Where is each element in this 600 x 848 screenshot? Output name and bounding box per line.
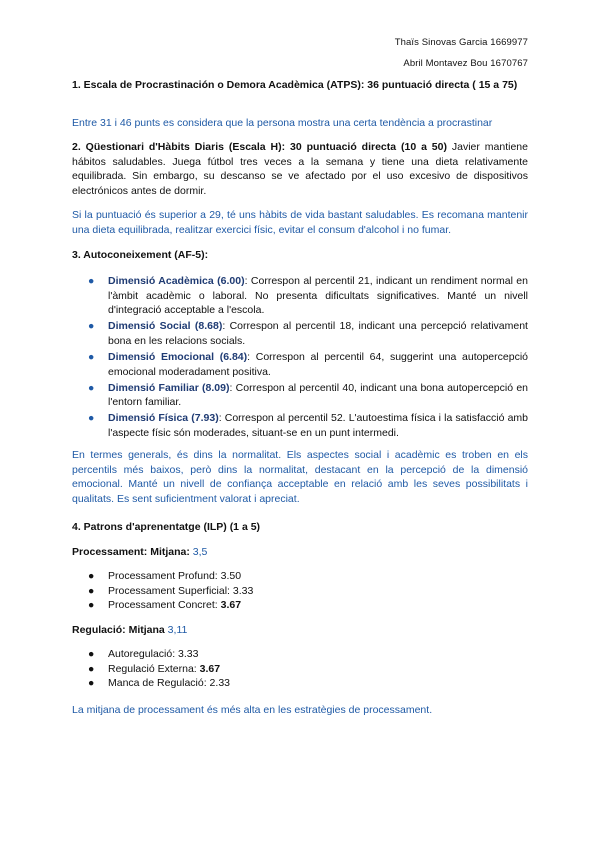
item-text: Processament Profund: 3.50 [108,570,242,582]
dimension-text: : Correspon al percentil 52. L'autoestima física i la satisfacció amb l'aspecte físic són moderades, situant-se en un punt intermedi. [108,412,528,439]
section-2-note: Si la puntuació és superior a 29, té uns hàbits de vida bastant saludables. Es recomana mantenir una dieta equilibrada, realitzar exercici físic, evitar el consum d'alcohol i no fumar. [72,209,528,236]
item-text: Manca de Regulació: 2.33 [108,677,230,690]
item-bold-value: 3.67 [220,599,242,612]
item-bold-value: 3.67 [199,662,221,675]
dimension-label: Dimensió Familiar (8.09) [108,381,230,394]
list-item [72,647,528,662]
item-text: Autoregulació: 3.33 [108,648,199,660]
dimension-label: Dimensió Social (8.68) [108,320,223,333]
bullet-icon: ● [88,412,95,425]
item-text: Regulació Externa: [108,662,200,675]
list-item [72,411,528,440]
regulation-value: 3,11 [164,624,188,636]
author-line-2: Abril Montavez Bou 1670767 [403,58,528,69]
bullet-icon: ● [88,648,95,660]
section-3-note: En termes generals, és dins la normalitat. Els aspectes social i acadèmic es troben en els percentils més baixos, però dins la normalitat, destacant en la percepció de la dimensió emocional. Manté un nivell de confiança acceptable en relació amb les seves possibilitats i qualitats. Es sent suficientment valorat i apreciat. [72,449,528,505]
section-1-heading: 1. Escala de Procrastinación o Demora Acadèmica (ATPS): 36 puntuació directa ( 15 a 75) [72,79,518,91]
bullet-icon: ● [88,584,95,597]
section-1-note: Entre 31 i 46 punts es considera que la persona mostra una certa tendència a procrastinar [72,117,493,129]
list-item [72,584,528,599]
section-2-text: Javier mantiene hábitos saludables. Juega fútbol tres veces a la semana y tiene una dieta relativamente equilibrada. Sin embargo, su descanso se ve afectado por el uso excesivo de dispositivos electrónicos antes de dormir. [72,141,528,197]
dimension-text: : Correspon al percentil 64, suggerint una autopercepció emocional moderadament positiva. [108,350,528,378]
bullet-icon: ● [88,350,95,363]
bullet-icon: ● [88,320,95,333]
dimension-label: Dimensió Física (7.93) [108,412,219,425]
section-2-heading: 2. Qüestionari d'Hàbits Diaris (Escala H): 30 puntuació directa (10 a 50) [72,141,447,153]
section-4-note: La mitjana de processament és més alta en les estratègies de processament. [72,704,433,716]
processing-list [72,569,528,613]
self-concept-list [72,274,528,442]
dimension-text: : Correspon al percentil 21, indicant un rendiment normal en l'àmbit acadèmic o laboral. No presenta dificultats significatives. Manté un nivell d'integració acceptable a l'escola. [108,275,528,317]
item-text: Processament Concret: [108,599,221,612]
section-2-paragraph [72,140,528,198]
list-item [72,676,528,691]
processing-value: 3,5 [189,546,208,558]
section-4-heading: 4. Patrons d'aprenentatge (ILP) (1 a 5) [72,521,261,533]
bullet-icon: ● [88,599,95,612]
bullet-icon: ● [88,570,95,582]
bullet-icon: ● [88,662,95,675]
regulation-label: Regulació: Mitjana [72,624,165,636]
dimension-label: Dimensió Acadèmica (6.00) [108,275,245,287]
dimension-text: : Correspon al percentil 18, indicant una percepció relativament bona en les relacions socials. [108,320,528,347]
list-item [72,598,528,613]
bullet-icon: ● [88,275,95,287]
list-item [72,569,528,584]
list-item [72,274,528,318]
list-item [72,350,528,379]
dimension-label: Dimensió Emocional (6.84) [108,350,248,363]
bullet-icon: ● [88,677,95,690]
dimension-text: : Correspon al percentil 40, indicant una bona autopercepció en l'entorn familiar. [108,381,528,409]
list-item [72,662,528,677]
item-text: Processament Superficial: 3.33 [108,584,254,597]
author-line-1: Thaïs Sinovas Garcia 1669977 [394,37,528,48]
regulation-list [72,647,528,691]
list-item [72,381,528,410]
processing-label: Processament: Mitjana: [72,546,190,558]
processing-summary [72,545,528,560]
regulation-summary [72,623,528,638]
bullet-icon: ● [88,381,95,394]
section-3-heading: 3. Autoconeixement (AF-5): [72,249,209,261]
list-item [72,319,528,348]
